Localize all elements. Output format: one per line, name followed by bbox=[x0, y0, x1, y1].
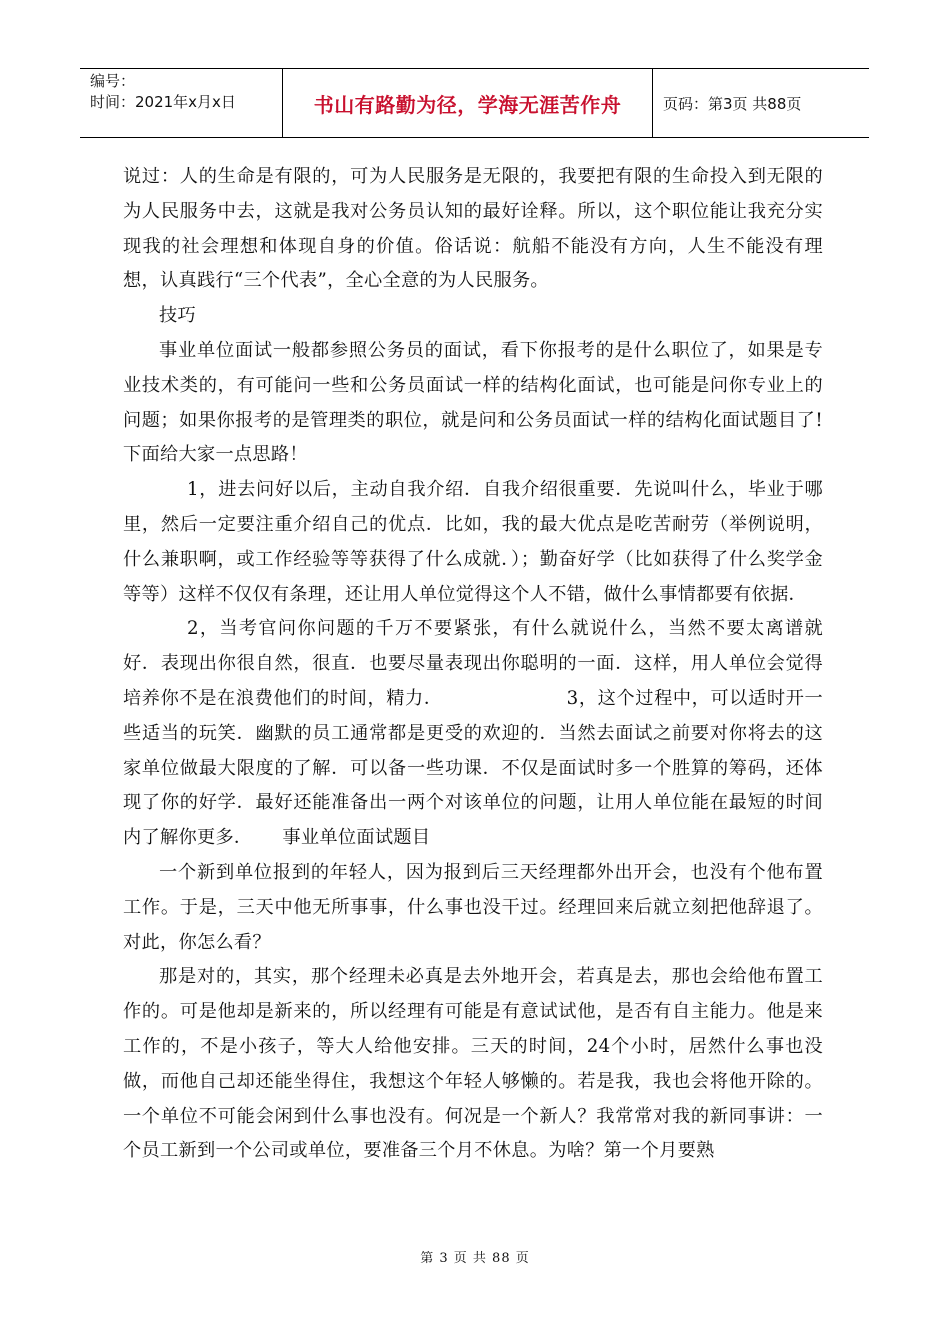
doc-time-label: 时间：2021年x月x日 bbox=[90, 93, 236, 111]
header-meta bbox=[80, 69, 283, 137]
paragraph-tip-2 bbox=[123, 612, 823, 856]
header-motto-cell bbox=[283, 69, 653, 137]
header-page-info-cell bbox=[653, 69, 869, 137]
paragraph-answer: 那是对的，其实，那个经理未必真是去外地开会，若真是去，那也会给他布置工作的。可是他却是新来的，所以经理有可能是有意试试他，是否有自主能力。他是来工作的，不是小孩子，等大人给他安排。三天的时间，24个小时，居然什么事也没做，而他自己却还能坐得住，我想这个年轻人够懒的。若是我，我也会将他开除的。一个单位不可能会闲到什么事也没有。何况是一个新人？我常常对我的新同事讲：一个员工新到一个公司或单位，要准备三个月不休息。为啥？第一个月要熟 bbox=[123, 966, 823, 1162]
page-footer: 第 3 页 共 88 页 bbox=[420, 1251, 530, 1266]
tip-2-text: 2，当考官问你问题的千万不要紧张，有什么就说什么，当然不要太离谱就好．表现出你很自然，很直．也要尽量表现出你聪明的一面．这样，用人单位会觉得培养你不是在浪费他们的时间，精力． bbox=[123, 618, 823, 709]
paragraph-tip-1: 1，进去问好以后，主动自我介绍．自我介绍很重要．先说叫什么，毕业于哪里，然后一定要注重介绍自己的优点．比如，我的最大优点是吃苦耐劳（举例说明，什么兼职啊，或工作经验等等获得了什么成就．）；勤奋好学（比如获得了什么奖学金等等）这样不仅仅有条理，还让用人单位觉得这个人不错，做什么事情都要有依据． bbox=[123, 479, 823, 605]
tip-3-text: 3，这个过程中，可以适时开一些适当的玩笑．幽默的员工通常都是更受的欢迎的．当然去面试之前要对你将去的这家单位做最大限度的了解．可以备一些功课．不仅是面试时多一个胜算的筹码，还体现了你的好学．最好还能准备出一两个对该单位的问题，让用人单位能在最短的时间内了解你更多． bbox=[123, 687, 823, 849]
paragraph: 说过：人的生命是有限的，可为人民服务是无限的，我要把有限的生命投入到无限的为人民服务中去，这就是我对公务员认知的最好诠释。所以，这个职位能让我充分实现我的社会理想和体现自身的价值。俗话说：航船不能没有方向，人生不能没有理想，认真践行“三个代表”，全心全意的为人民服务。 bbox=[123, 166, 823, 292]
doc-number-label: 编号： bbox=[90, 72, 136, 90]
section-heading-tips: 技巧 bbox=[159, 305, 196, 327]
header-page-info: 页码：第3页 共88页 bbox=[663, 94, 802, 113]
paragraph: 事业单位面试一般都参照公务员的面试，看下你报考的是什么职位了，如果是专业技术类的，有可能问一些和公务员面试一样的结构化面试，也可能是问你专业上的问题；如果你报考的是管理类的职位，就是问和公务员面试一样的结构化面试题目了!下面给大家一点思路！ bbox=[123, 339, 823, 466]
section-heading-questions: 事业单位面试题目 bbox=[282, 827, 431, 849]
document-body bbox=[123, 160, 823, 1169]
header-motto: 书山有路勤为径，学海无涯苦作舟 bbox=[313, 92, 622, 117]
page-header bbox=[80, 68, 869, 138]
paragraph-question: 一个新到单位报到的年轻人，因为报到后三天经理都外出开会，也没有个他布置工作。于是，三天中他无所事事，什么事也没干过。经理回来后就立刻把他辞退了。对此，你怎么看？ bbox=[123, 861, 823, 953]
